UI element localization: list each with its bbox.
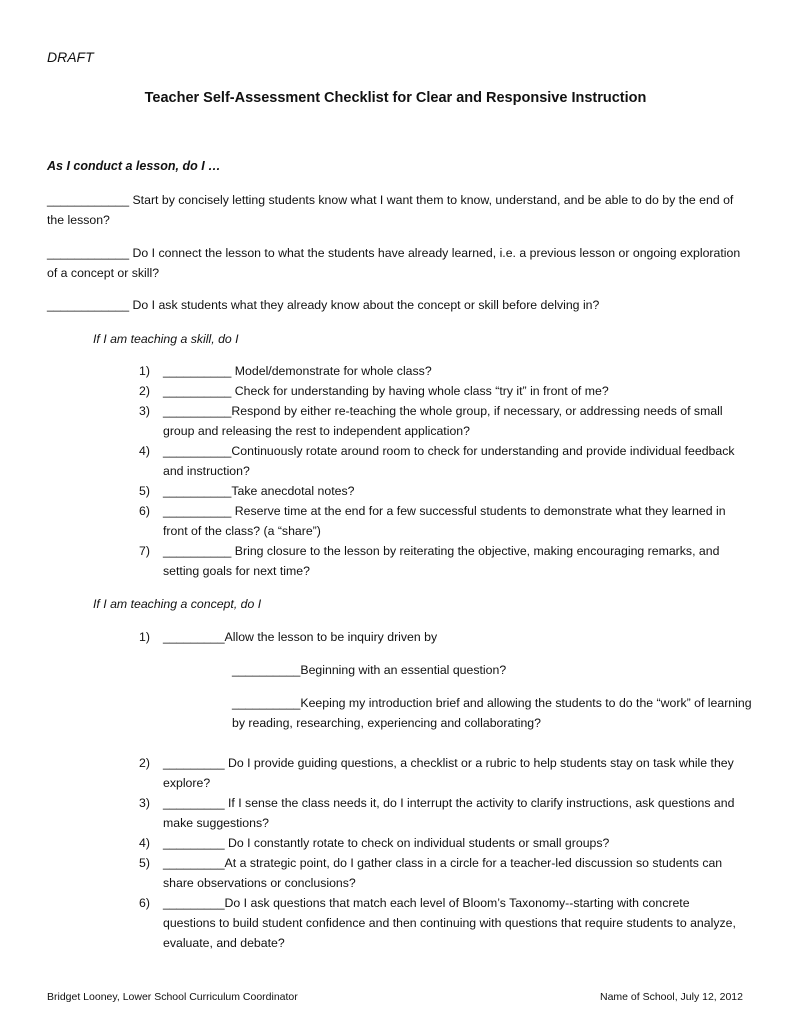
list-item — [0, 753, 743, 793]
item-number: 4) — [139, 444, 150, 458]
intro-question-1: ____________ Start by concisely letting students know what I want them to know, understand, and be able to do by the end of the lesson? — [47, 193, 734, 227]
list-item — [0, 381, 743, 401]
page-title: Teacher Self-Assessment Checklist for Clear and Responsive Instruction — [144, 90, 647, 106]
list-item — [0, 481, 743, 501]
item-text: __________ Reserve time at the end for a few successful students to demonstrate what they learned in front of the class? (a “share”) — [163, 504, 726, 538]
item-text: __________ Model/demonstrate for whole class? — [163, 364, 432, 378]
footer-author: Bridget Looney, Lower School Curriculum Coordinator — [47, 991, 298, 1003]
item-number: 3) — [139, 404, 150, 418]
item-text: __________Take anecdotal notes? — [163, 484, 355, 498]
item-number: 6) — [139, 896, 150, 910]
list-item — [0, 793, 743, 833]
draft-label: DRAFT — [47, 49, 94, 65]
item-number: 1) — [139, 364, 150, 378]
intro-heading: As I conduct a lesson, do I … — [47, 159, 221, 173]
list-item — [0, 441, 743, 481]
list-item — [0, 361, 743, 381]
item-text: __________ Check for understanding by having whole class “try it” in front of me? — [163, 384, 609, 398]
concept-subitem-2: __________Keeping my introduction brief and allowing the students to do the “work” of learning by reading, researching, experiencing and collaborating? — [232, 696, 752, 730]
item-number: 2) — [139, 756, 150, 770]
item-number: 4) — [139, 836, 150, 850]
item-number: 6) — [139, 504, 150, 518]
item-number: 2) — [139, 384, 150, 398]
item-number: 1) — [139, 630, 150, 644]
list-item — [0, 627, 743, 647]
item-text: _________Do I ask questions that match each level of Bloom’s Taxonomy--starting with concrete questions to build student confidence and then continuing with questions that require students to analyze, evaluate, and debate? — [163, 896, 736, 950]
skill-list — [0, 361, 791, 581]
item-number: 3) — [139, 796, 150, 810]
list-item — [0, 853, 743, 893]
item-text: __________Continuously rotate around room to check for understanding and provide individual feedback and instruction? — [163, 444, 735, 478]
concept-list — [0, 753, 791, 953]
concept-list-first — [0, 627, 791, 647]
list-item — [0, 833, 743, 853]
list-item — [0, 893, 743, 953]
concept-heading: If I am teaching a concept, do I — [93, 597, 262, 611]
list-item — [0, 501, 743, 541]
item-number: 5) — [139, 484, 150, 498]
item-text: __________Respond by either re-teaching the whole group, if necessary, or addressing needs of small group and releasing the rest to independent application? — [163, 404, 723, 438]
concept-subitem-1: __________Beginning with an essential question? — [232, 663, 507, 677]
list-item — [0, 401, 743, 441]
footer-date: Name of School, July 12, 2012 — [599, 991, 743, 1003]
item-text: _________ If I sense the class needs it, do I interrupt the activity to clarify instructions, ask questions and make suggestions? — [163, 796, 735, 830]
item-text: _________ Do I constantly rotate to check on individual students or small groups? — [163, 836, 610, 850]
item-text: _________At a strategic point, do I gather class in a circle for a teacher-led discussion so students can share observations or conclusions? — [163, 856, 723, 890]
item-text: _________ Do I provide guiding questions, a checklist or a rubric to help students stay on task while they explore? — [163, 756, 734, 790]
item-number: 7) — [139, 544, 150, 558]
item-number: 5) — [139, 856, 150, 870]
item-text: __________ Bring closure to the lesson by reiterating the objective, making encouraging remarks, and setting goals for next time? — [163, 544, 720, 578]
intro-question-3: ____________ Do I ask students what they already know about the concept or skill before delving in? — [47, 298, 600, 312]
list-item — [0, 541, 743, 581]
intro-question-2: ____________ Do I connect the lesson to what the students have already learned, i.e. a previous lesson or ongoing exploration of a concept or skill? — [47, 246, 741, 280]
item-text: _________Allow the lesson to be inquiry driven by — [163, 630, 438, 644]
skill-heading: If I am teaching a skill, do I — [93, 332, 239, 346]
